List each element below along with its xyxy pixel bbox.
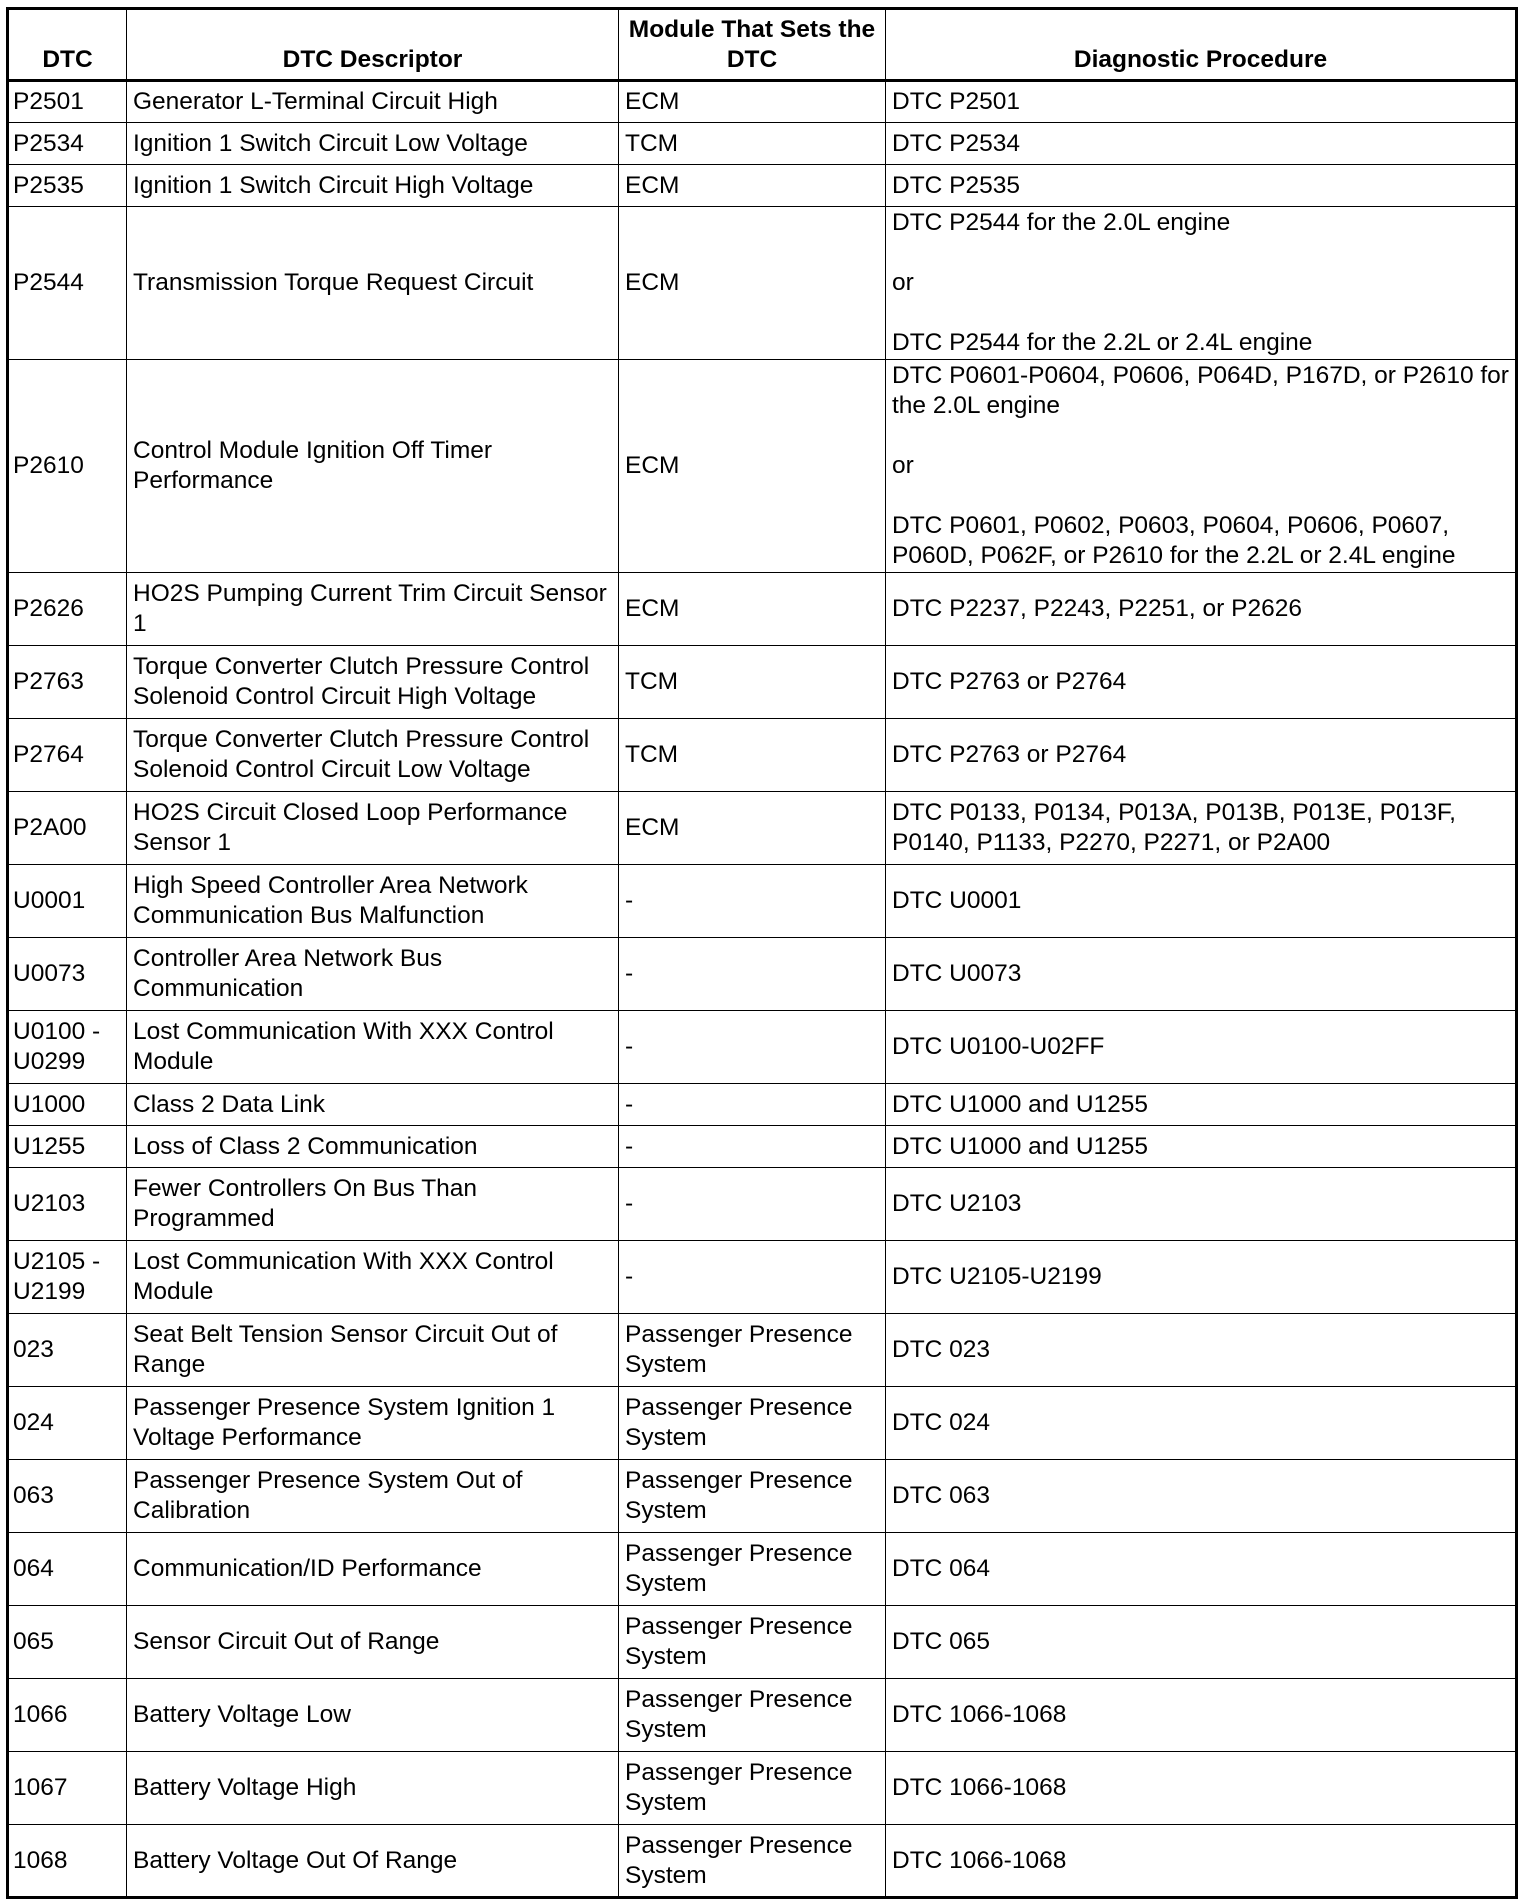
cell-dtc: P2534 [8,123,127,165]
cell-module: Passenger Presence System [619,1533,886,1606]
cell-dtc: 065 [8,1606,127,1679]
cell-descriptor: Loss of Class 2 Communication [127,1126,619,1168]
table-row [8,1533,1517,1606]
table-body [8,81,1517,1898]
cell-descriptor: Controller Area Network Bus Communication [127,938,619,1011]
cell-dtc: U2103 [8,1168,127,1241]
cell-dtc: U0073 [8,938,127,1011]
cell-descriptor: Sensor Circuit Out of Range [127,1606,619,1679]
cell-procedure: DTC P2763 or P2764 [886,719,1517,792]
cell-module: ECM [619,207,886,360]
cell-descriptor: Control Module Ignition Off Timer Performance [127,360,619,573]
cell-dtc: P2610 [8,360,127,573]
cell-descriptor: Torque Converter Clutch Pressure Control Solenoid Control Circuit High Voltage [127,646,619,719]
cell-dtc: 1067 [8,1752,127,1825]
cell-dtc: 063 [8,1460,127,1533]
cell-module: - [619,1126,886,1168]
table-row [8,1126,1517,1168]
dtc-table-container [6,7,1518,1899]
cell-descriptor: Battery Voltage Low [127,1679,619,1752]
cell-procedure: DTC U2105-U2199 [886,1241,1517,1314]
cell-module: TCM [619,646,886,719]
cell-module: - [619,1241,886,1314]
cell-module: - [619,938,886,1011]
table-row [8,938,1517,1011]
table-row [8,207,1517,360]
dtc-table [6,7,1518,1899]
cell-module: - [619,1084,886,1126]
cell-procedure: DTC 065 [886,1606,1517,1679]
cell-module: Passenger Presence System [619,1606,886,1679]
cell-dtc: P2763 [8,646,127,719]
cell-dtc: P2A00 [8,792,127,865]
cell-dtc: U2105 - U2199 [8,1241,127,1314]
cell-procedure: DTC U1000 and U1255 [886,1126,1517,1168]
table-row [8,719,1517,792]
cell-module: ECM [619,81,886,123]
cell-module: TCM [619,123,886,165]
cell-descriptor: Class 2 Data Link [127,1084,619,1126]
cell-dtc: U1255 [8,1126,127,1168]
cell-procedure: DTC P0601-P0604, P0606, P064D, P167D, or P2610 for the 2.0L engine or DTC P0601, P0602, P0603, P0604, P0606, P0607, P060D, P062F, or P2610 for the 2.2L or 2.4L engine [886,360,1517,573]
cell-descriptor: Passenger Presence System Out of Calibration [127,1460,619,1533]
header-dtc: DTC [8,9,127,81]
table-row [8,1679,1517,1752]
cell-descriptor: HO2S Pumping Current Trim Circuit Sensor 1 [127,573,619,646]
cell-module: Passenger Presence System [619,1752,886,1825]
table-row [8,360,1517,573]
cell-procedure: DTC P2534 [886,123,1517,165]
table-row [8,646,1517,719]
cell-module: Passenger Presence System [619,1387,886,1460]
cell-module: Passenger Presence System [619,1460,886,1533]
cell-descriptor: Lost Communication With XXX Control Module [127,1011,619,1084]
cell-procedure: DTC 1066-1068 [886,1825,1517,1898]
table-row [8,865,1517,938]
cell-descriptor: Ignition 1 Switch Circuit High Voltage [127,165,619,207]
cell-descriptor: Lost Communication With XXX Control Module [127,1241,619,1314]
cell-dtc: 1066 [8,1679,127,1752]
table-row [8,1168,1517,1241]
header-module: Module That Sets the DTC [619,9,886,81]
cell-descriptor: Passenger Presence System Ignition 1 Voltage Performance [127,1387,619,1460]
cell-module: Passenger Presence System [619,1314,886,1387]
cell-module: - [619,1011,886,1084]
table-row [8,1606,1517,1679]
cell-module: ECM [619,573,886,646]
cell-module: - [619,865,886,938]
cell-procedure: DTC 023 [886,1314,1517,1387]
cell-descriptor: Battery Voltage High [127,1752,619,1825]
table-row [8,81,1517,123]
cell-procedure: DTC U1000 and U1255 [886,1084,1517,1126]
cell-dtc: U0001 [8,865,127,938]
table-row [8,1387,1517,1460]
cell-descriptor: Generator L-Terminal Circuit High [127,81,619,123]
cell-dtc: U0100 - U0299 [8,1011,127,1084]
table-row [8,1241,1517,1314]
cell-descriptor: Battery Voltage Out Of Range [127,1825,619,1898]
cell-dtc: 024 [8,1387,127,1460]
cell-procedure: DTC P2544 for the 2.0L engine or DTC P2544 for the 2.2L or 2.4L engine [886,207,1517,360]
cell-procedure: DTC 024 [886,1387,1517,1460]
cell-procedure: DTC P2237, P2243, P2251, or P2626 [886,573,1517,646]
table-row [8,792,1517,865]
cell-module: Passenger Presence System [619,1679,886,1752]
cell-dtc: P2535 [8,165,127,207]
cell-descriptor: Seat Belt Tension Sensor Circuit Out of Range [127,1314,619,1387]
table-row [8,165,1517,207]
cell-module: TCM [619,719,886,792]
cell-dtc: 023 [8,1314,127,1387]
cell-procedure: DTC U2103 [886,1168,1517,1241]
cell-procedure: DTC P2501 [886,81,1517,123]
cell-module: ECM [619,792,886,865]
cell-descriptor: Communication/ID Performance [127,1533,619,1606]
cell-procedure: DTC P0133, P0134, P013A, P013B, P013E, P013F, P0140, P1133, P2270, P2271, or P2A00 [886,792,1517,865]
cell-procedure: DTC U0100-U02FF [886,1011,1517,1084]
cell-dtc: P2626 [8,573,127,646]
cell-procedure: DTC U0001 [886,865,1517,938]
table-row [8,1825,1517,1898]
cell-procedure: DTC P2763 or P2764 [886,646,1517,719]
cell-descriptor: Fewer Controllers On Bus Than Programmed [127,1168,619,1241]
cell-descriptor: High Speed Controller Area Network Communication Bus Malfunction [127,865,619,938]
cell-procedure: DTC 1066-1068 [886,1679,1517,1752]
cell-descriptor: Torque Converter Clutch Pressure Control Solenoid Control Circuit Low Voltage [127,719,619,792]
header-row [8,9,1517,81]
table-row [8,1752,1517,1825]
cell-procedure: DTC 1066-1068 [886,1752,1517,1825]
table-row [8,123,1517,165]
cell-dtc: U1000 [8,1084,127,1126]
cell-descriptor: HO2S Circuit Closed Loop Performance Sensor 1 [127,792,619,865]
cell-procedure: DTC U0073 [886,938,1517,1011]
table-row [8,573,1517,646]
cell-descriptor: Ignition 1 Switch Circuit Low Voltage [127,123,619,165]
cell-procedure: DTC 064 [886,1533,1517,1606]
cell-dtc: P2544 [8,207,127,360]
cell-module: ECM [619,360,886,573]
table-row [8,1011,1517,1084]
cell-dtc: P2764 [8,719,127,792]
cell-dtc: 1068 [8,1825,127,1898]
header-procedure: Diagnostic Procedure [886,9,1517,81]
cell-dtc: 064 [8,1533,127,1606]
header-descriptor: DTC Descriptor [127,9,619,81]
cell-module: Passenger Presence System [619,1825,886,1898]
cell-procedure: DTC 063 [886,1460,1517,1533]
table-row [8,1314,1517,1387]
table-row [8,1084,1517,1126]
cell-dtc: P2501 [8,81,127,123]
cell-module: ECM [619,165,886,207]
cell-module: - [619,1168,886,1241]
cell-procedure: DTC P2535 [886,165,1517,207]
table-row [8,1460,1517,1533]
cell-descriptor: Transmission Torque Request Circuit [127,207,619,360]
